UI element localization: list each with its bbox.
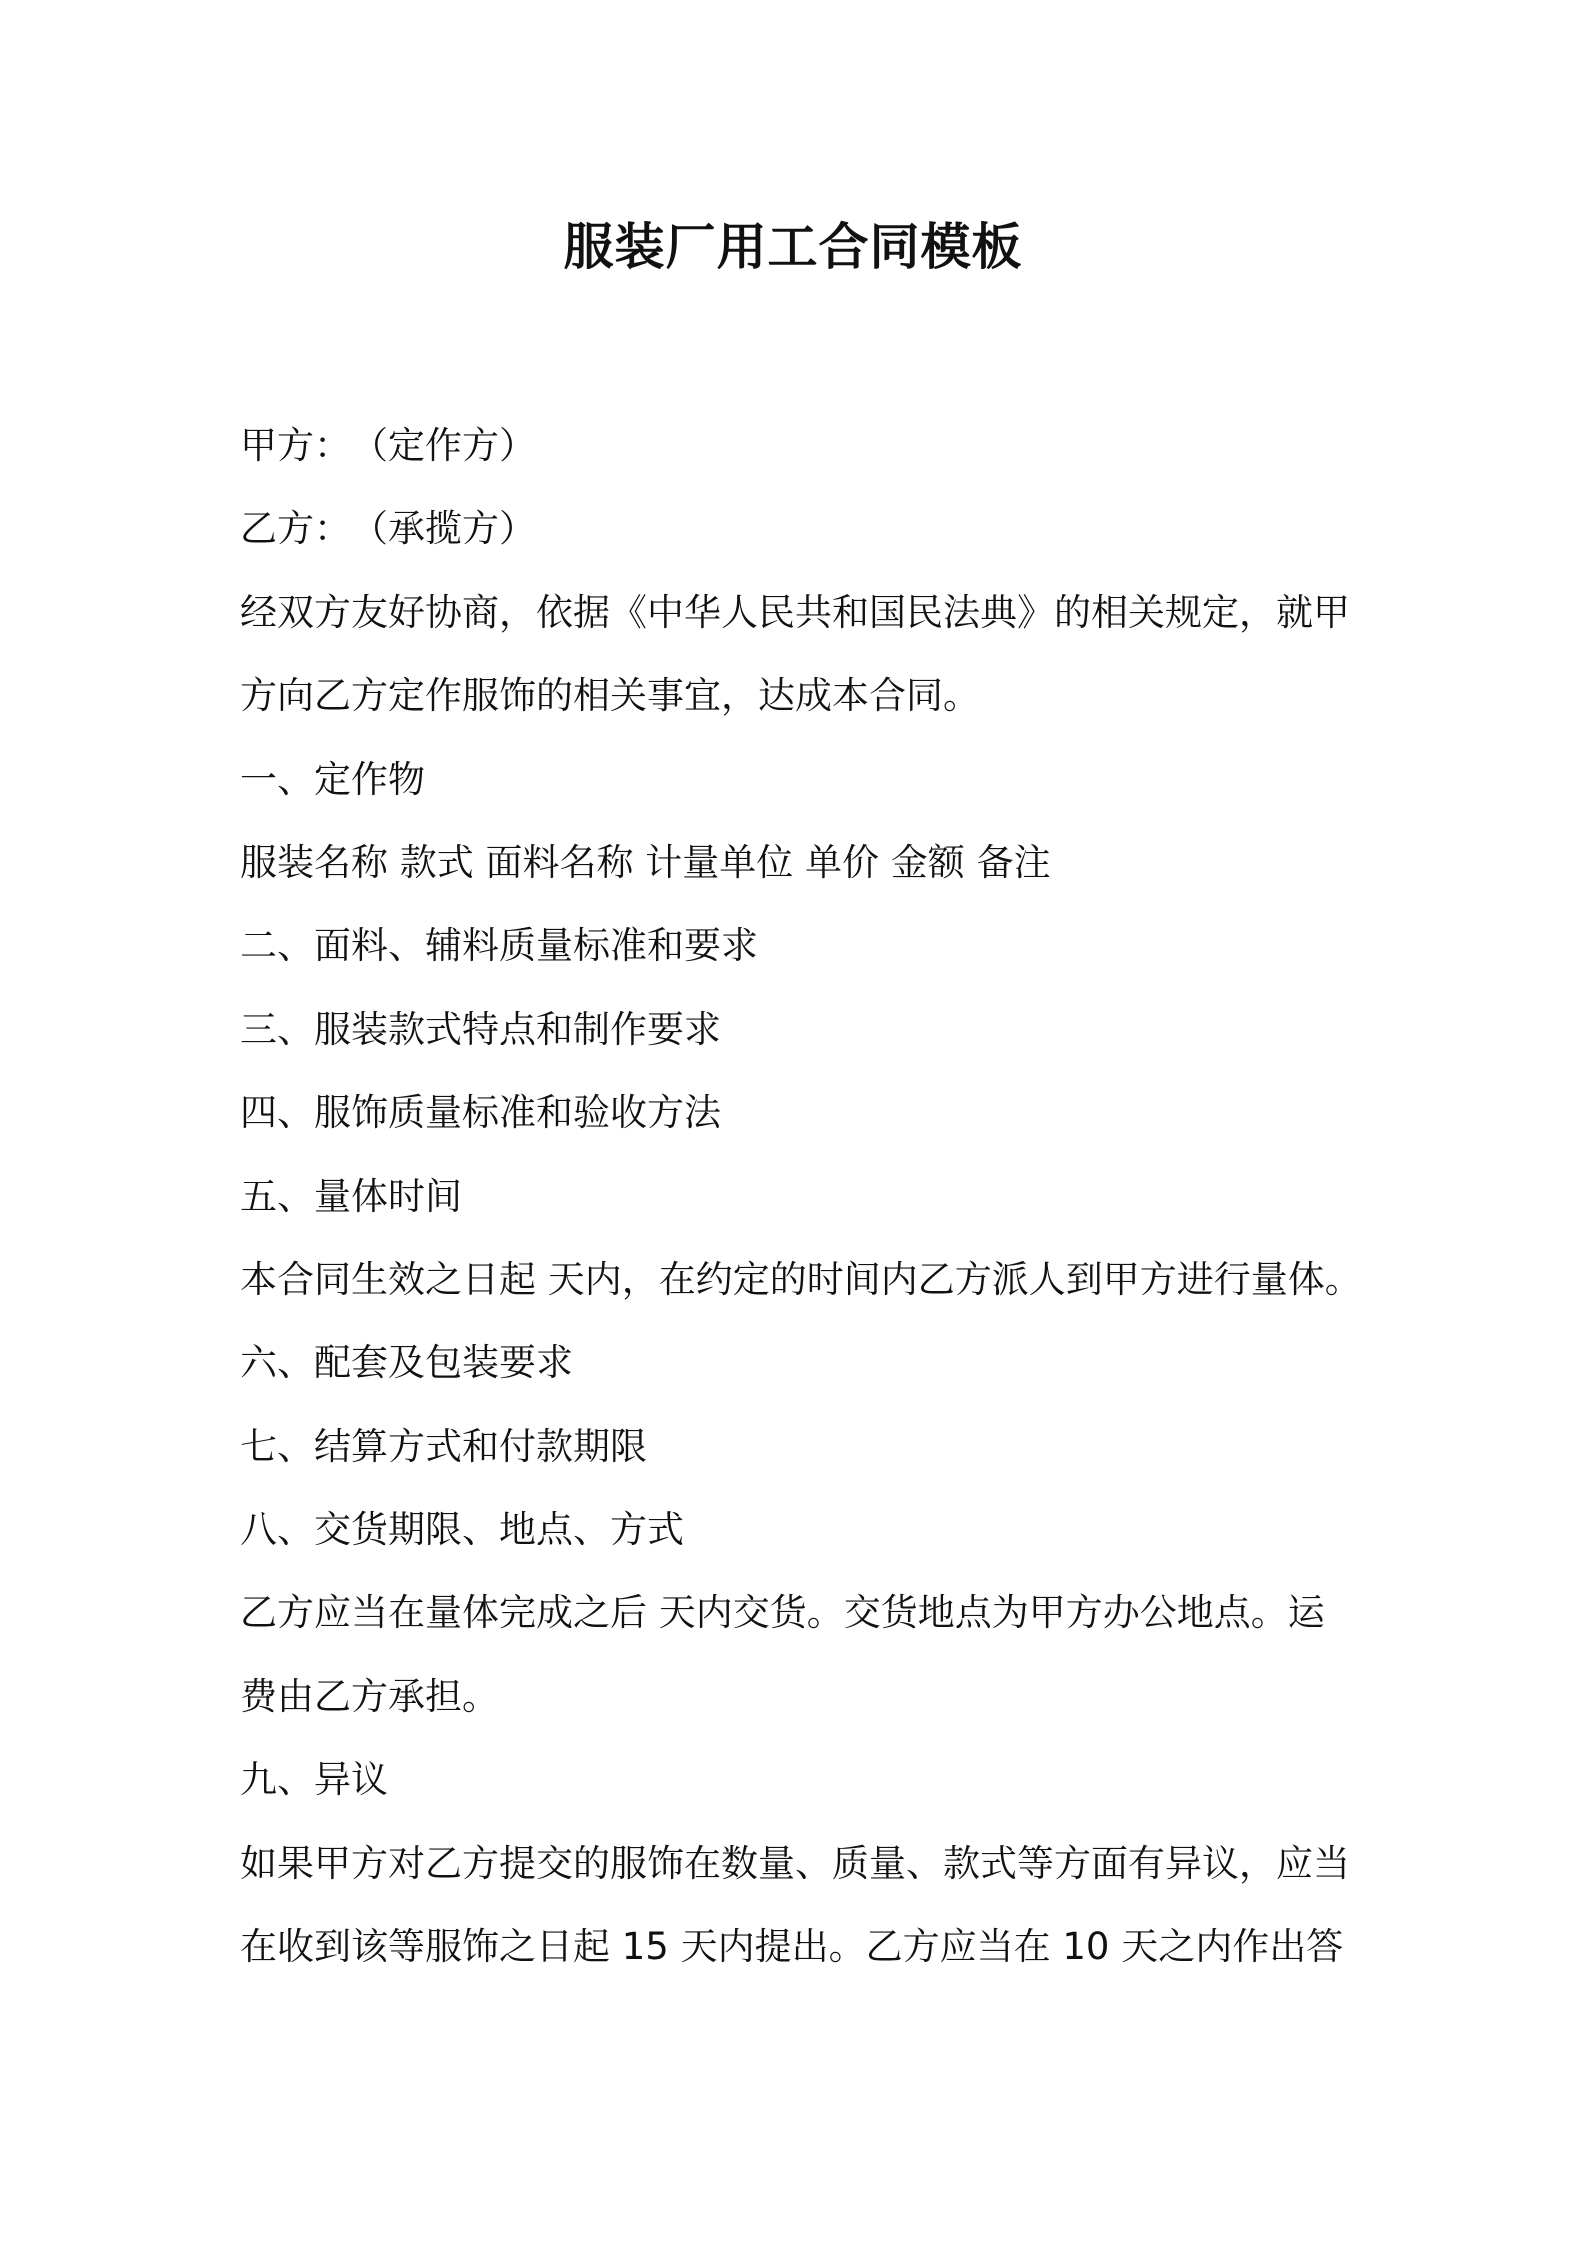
- section-heading-3: 三、服装款式特点和制作要求: [240, 1007, 721, 1051]
- objection-clause-line-1: 如果甲方对乙方提交的服饰在数量、质量、款式等方面有异议，应当: [240, 1841, 1350, 1885]
- section-heading-1: 一、定作物: [240, 757, 425, 801]
- delivery-clause-line-1: 乙方应当在量体完成之后 天内交货。交货地点为甲方办公地点。运: [240, 1591, 1325, 1635]
- section-heading-4: 四、服饰质量标准和验收方法: [240, 1091, 721, 1135]
- party-b-line: 乙方： （承揽方）: [240, 507, 536, 551]
- section-heading-6: 六、配套及包装要求: [240, 1341, 573, 1385]
- item-columns-line: 服装名称 款式 面料名称 计量单位 单价 金额 备注: [240, 840, 1051, 884]
- section-heading-7: 七、结算方式和付款期限: [240, 1424, 647, 1468]
- preamble-line-1: 经双方友好协商，依据《中华人民共和国民法典》的相关规定，就甲: [240, 590, 1350, 634]
- section-heading-2: 二、面料、辅料质量标准和要求: [240, 924, 758, 968]
- preamble-line-2: 方向乙方定作服饰的相关事宜，达成本合同。: [240, 674, 980, 718]
- document-body: [240, 404, 1370, 1988]
- document-title: 服装厂用工合同模板: [563, 218, 1023, 276]
- party-a-line: 甲方： （定作方）: [240, 424, 536, 467]
- section-heading-9: 九、异议: [240, 1758, 388, 1802]
- objection-clause-line-2: 在收到该等服饰之日起 15 天内提出。乙方应当在 10 天之内作出答: [240, 1925, 1344, 1969]
- measurement-clause-line: 本合同生效之日起 天内，在约定的时间内乙方派人到甲方进行量体。: [240, 1257, 1362, 1301]
- section-heading-8: 八、交货期限、地点、方式: [240, 1508, 684, 1552]
- delivery-clause-line-2: 费由乙方承担。: [240, 1674, 499, 1718]
- section-heading-5: 五、量体时间: [240, 1174, 462, 1218]
